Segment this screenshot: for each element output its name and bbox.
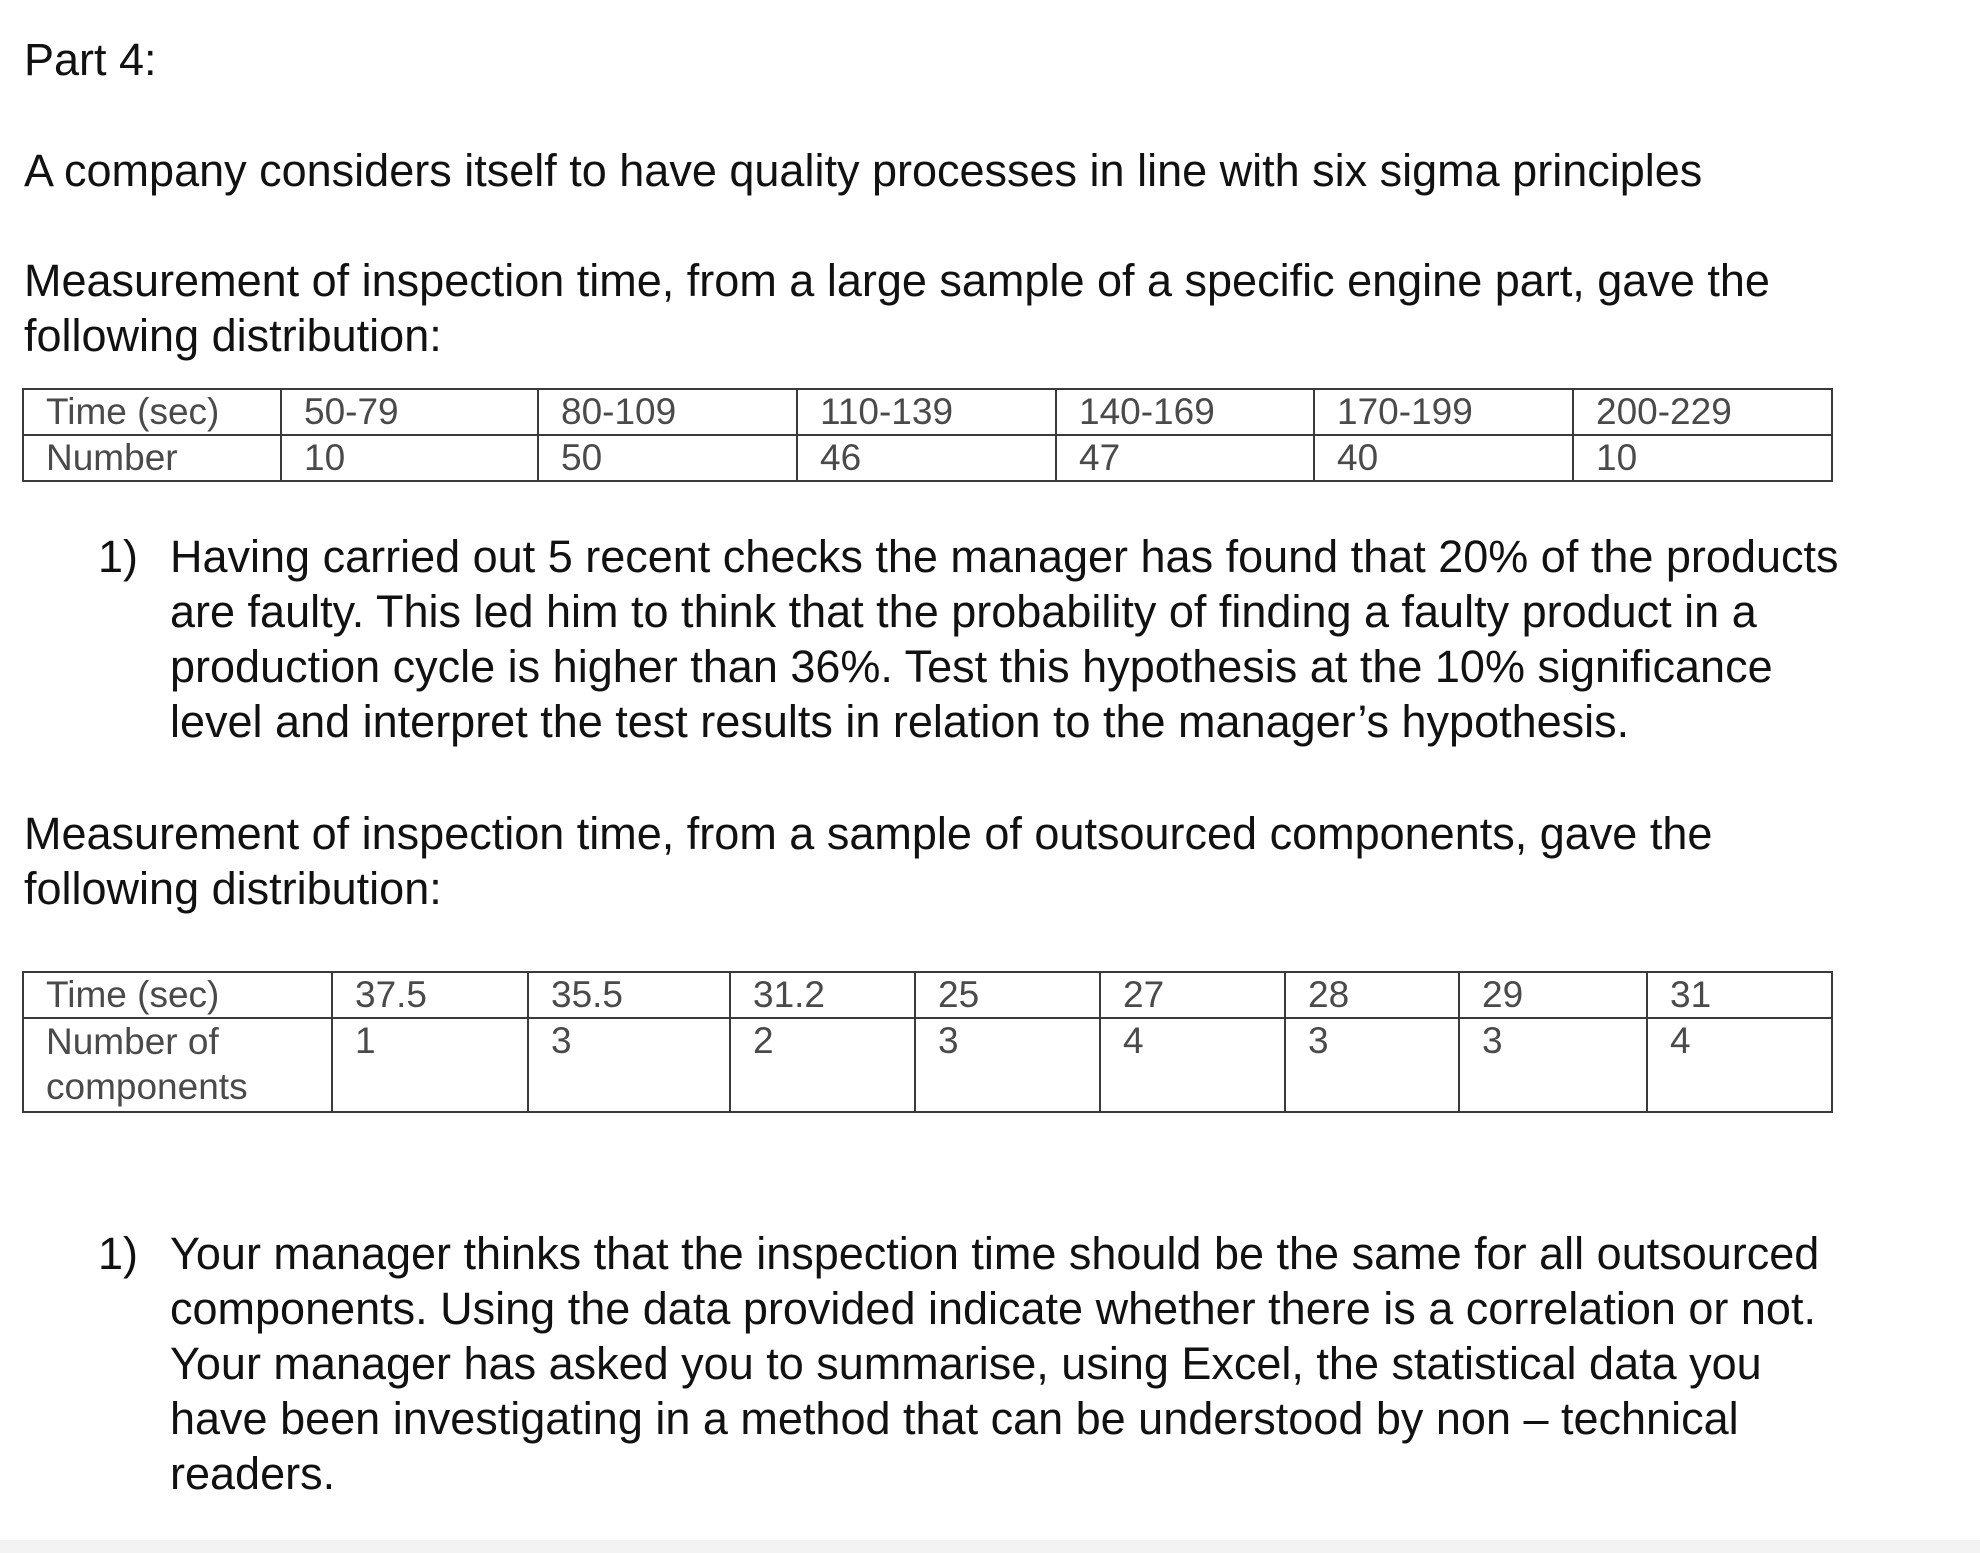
table-cell: 3	[1459, 1018, 1647, 1112]
question-text	[170, 529, 1839, 749]
outsourced-components-table	[22, 971, 1833, 1113]
paragraph-line: following distribution:	[24, 863, 442, 914]
question-line: readers.	[170, 1448, 336, 1499]
table-cell: 50	[538, 435, 797, 481]
question-line: have been investigating in a method that can be understood by non – technical	[170, 1393, 1739, 1444]
table-cell: 31	[1647, 972, 1832, 1018]
question-line: Your manager thinks that the inspection time should be the same for all outsourced	[170, 1228, 1820, 1279]
table-cell: 4	[1100, 1018, 1285, 1112]
table-cell: 3	[1285, 1018, 1459, 1112]
distribution-intro-paragraph-1	[24, 253, 1770, 363]
list-number: 1)	[98, 531, 139, 582]
paragraph-line: following distribution:	[24, 310, 442, 361]
table-cell: 28	[1285, 972, 1459, 1018]
table-cell: 110-139	[797, 389, 1056, 435]
question-line: production cycle is higher than 36%. Test this hypothesis at the 10% significance	[170, 641, 1773, 692]
table-cell: 47	[1056, 435, 1314, 481]
table-cell: 10	[281, 435, 538, 481]
table-cell: Number of components	[23, 1018, 332, 1112]
table-cell: 200-229	[1573, 389, 1832, 435]
table-cell: 2	[730, 1018, 915, 1112]
table-row	[23, 435, 1832, 481]
question-text	[170, 1226, 1819, 1501]
table-cell: 37.5	[332, 972, 528, 1018]
table-cell: Time (sec)	[23, 972, 332, 1018]
table-row	[23, 389, 1832, 435]
list-number: 1)	[98, 1228, 139, 1279]
table-cell: 29	[1459, 972, 1647, 1018]
table-cell: 27	[1100, 972, 1285, 1018]
table-row	[23, 1018, 1832, 1112]
paragraph-line: Measurement of inspection time, from a large sample of a specific engine part, gave the	[24, 255, 1770, 306]
table-cell: 40	[1314, 435, 1573, 481]
table-cell: 50-79	[281, 389, 538, 435]
distribution-intro-paragraph-2	[24, 806, 1712, 916]
table-cell: 35.5	[528, 972, 730, 1018]
engine-part-distribution-table	[22, 388, 1833, 482]
question-line: Having carried out 5 recent checks the manager has found that 20% of the products	[170, 531, 1839, 582]
table-row	[23, 972, 1832, 1018]
question-line: Your manager has asked you to summarise, using Excel, the statistical data you	[170, 1338, 1762, 1389]
table-cell: 46	[797, 435, 1056, 481]
part-heading: Part 4:	[24, 34, 157, 85]
table-cell: 80-109	[538, 389, 797, 435]
question-line: components. Using the data provided indicate whether there is a correlation or not.	[170, 1283, 1816, 1334]
table-cell: 170-199	[1314, 389, 1573, 435]
table-cell: 31.2	[730, 972, 915, 1018]
table-cell: 10	[1573, 435, 1832, 481]
table-cell: Number	[23, 435, 281, 481]
table-cell: Time (sec)	[23, 389, 281, 435]
table-cell: 1	[332, 1018, 528, 1112]
paragraph-line: Measurement of inspection time, from a sample of outsourced components, gave the	[24, 808, 1713, 859]
table-cell: 3	[528, 1018, 730, 1112]
intro-paragraph: A company considers itself to have quality processes in line with six sigma principles	[24, 145, 1703, 196]
page-bottom-band	[0, 1540, 1980, 1553]
question-line: are faulty. This led him to think that the probability of finding a faulty product in a	[170, 586, 1757, 637]
table-cell: 4	[1647, 1018, 1832, 1112]
table-cell: 3	[915, 1018, 1100, 1112]
table-cell: 25	[915, 972, 1100, 1018]
table-cell: 140-169	[1056, 389, 1314, 435]
question-line: level and interpret the test results in relation to the manager’s hypothesis.	[170, 696, 1630, 747]
